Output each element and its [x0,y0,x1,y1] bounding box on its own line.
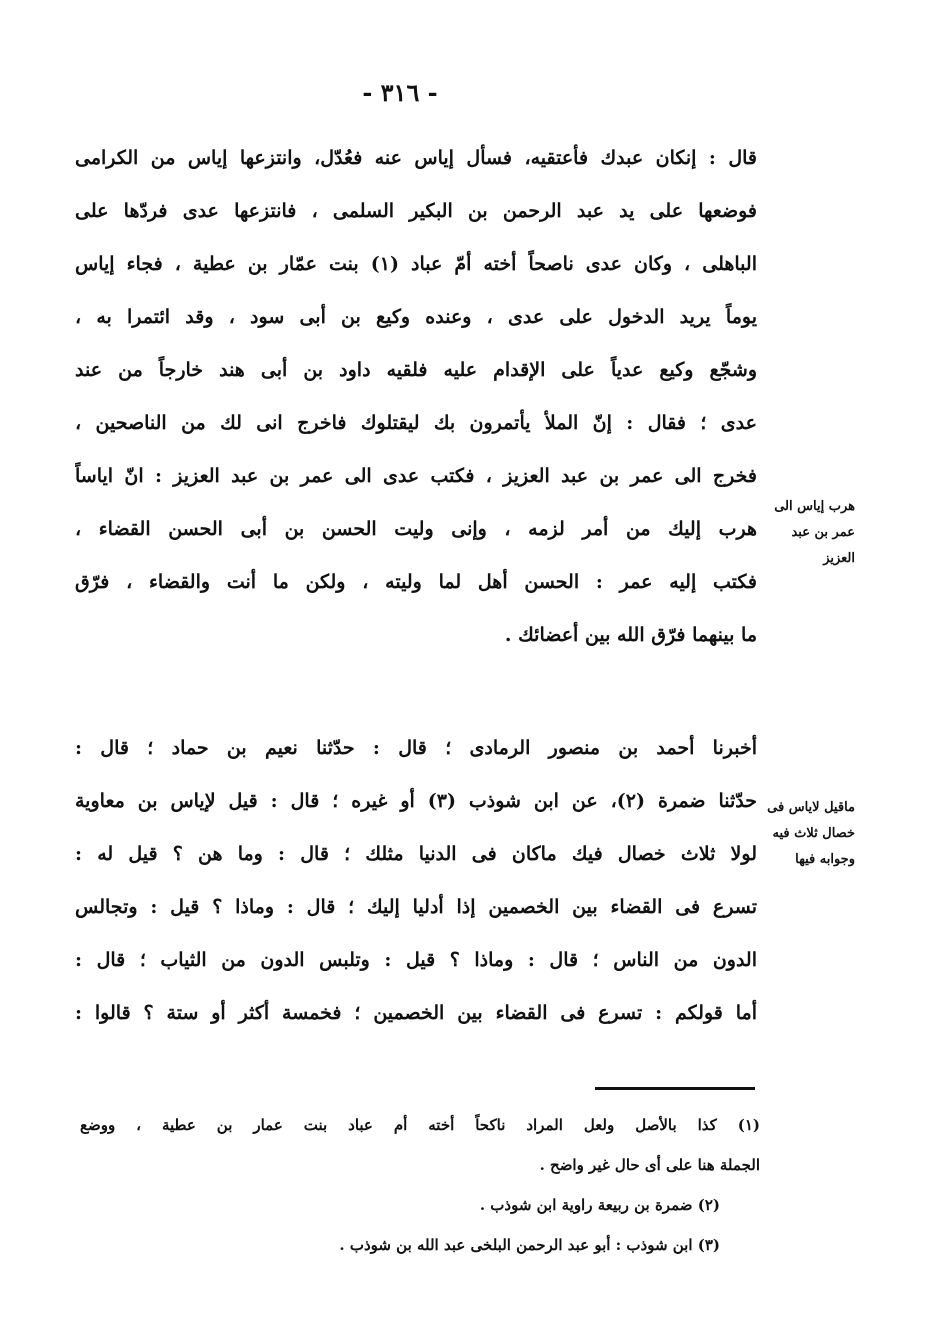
margin-note-1 [765,494,855,572]
text-line: هرب إليك من أمر لزمه ، وإنى وليت الحسن بن أبى الحسن القضاء ، [75,518,757,540]
footnote-line: (٢) ضمرة بن ربيعة راوية ابن شوذب . [479,1196,720,1214]
footnote-line: الجملة هنا على أى حال غير واضح . [539,1156,760,1174]
margin-note-line: ماقيل لاياس فى [767,800,855,815]
page-number: - ٣١٦ - [362,78,438,107]
text-line: فكتب إليه عمر : الحسن أهل لما وليته ، ولكن ما أنت والقضاء ، فرّق [75,571,757,593]
footnotes [80,1105,760,1265]
margin-note-2 [765,795,855,873]
text-line: فوضعها على يد عبد الرحمن بن البكير السلمى ، فانتزعها عدى فردّها على [75,200,757,222]
text-line: قال : إنكان عبدك فأعتقيه، فسأل إياس عنه فعُدّل، وانتزعها إياس من الكرامى [75,147,757,169]
text-line: الدون من الناس ؛ قال : وماذا ؟ قيل : وتلبس الدون من الثياب ؛ قال : [75,949,757,971]
text-line: فخرج الى عمر بن عبد العزيز ، فكتب عدى الى عمر بن عبد العزيز : انّ اياساً [75,465,757,487]
margin-note-line: وجوابه فيها [795,852,855,867]
footnote-line: (٣) ابن شوذب : أبو عبد الرحمن البلخى عبد الله بن شوذب . [339,1236,720,1254]
text-line: الباهلى ، وكان عدى ناصحاً أخته أمّ عباد (١) بنت عمّار بن عطية ، فجاء إياس [75,253,757,275]
text-line: عدى ؛ فقال : إنّ الملأ يأتمرون بك ليقتلوك فاخرج انى لك من الناصحين ، [75,412,757,434]
text-line: لولا ثلاث خصال فيك ماكان فى الدنيا مثلك ؛ قال : وما هن ؟ قيل له : [75,843,757,865]
text-line: أما قولكم : تسرع فى القضاء بين الخصمين ؛ فخمسة أكثر أو ستة ؟ قالوا : [75,1002,757,1024]
paragraph-2 [75,722,757,1040]
text-line: وشجّع وكيع عدياً على الإقدام عليه فلقيه داود بن أبى هند خارجاً من عند [75,359,757,381]
text-line: يوماً يريد الدخول على عدى ، وعنده وكيع بن أبى سود ، وقد ائتمرا به ، [75,306,757,328]
margin-note-line: عمر بن عبد العزيز [791,525,855,566]
footnote-line: (١) كذا بالأصل ولعل المراد ناكحاً أخته أم عباد بنت عمار بن عطية ، ووضع [80,1116,760,1134]
paragraph-1 [75,132,757,662]
footnote-divider [595,1087,755,1090]
text-line: أخبرنا أحمد بن منصور الرمادى ؛ قال : حدّثنا نعيم بن حماد ؛ قال : [75,737,757,759]
margin-note-line: خصال ثلاث فيه [772,826,855,841]
margin-note-line: هرب إياس الى [774,499,855,514]
text-line: تسرع فى القضاء بين الخصمين إذا أدليا إليك ؛ قال : وماذا ؟ قيل : وتجالس [75,896,757,918]
text-line: حدّثنا ضمرة (٢)، عن ابن شوذب (٣) أو غيره ؛ قال : قيل لإياس بن معاوية [75,790,757,812]
text-line: ما بينهما فرّق الله بين أعضائك . [504,624,757,646]
